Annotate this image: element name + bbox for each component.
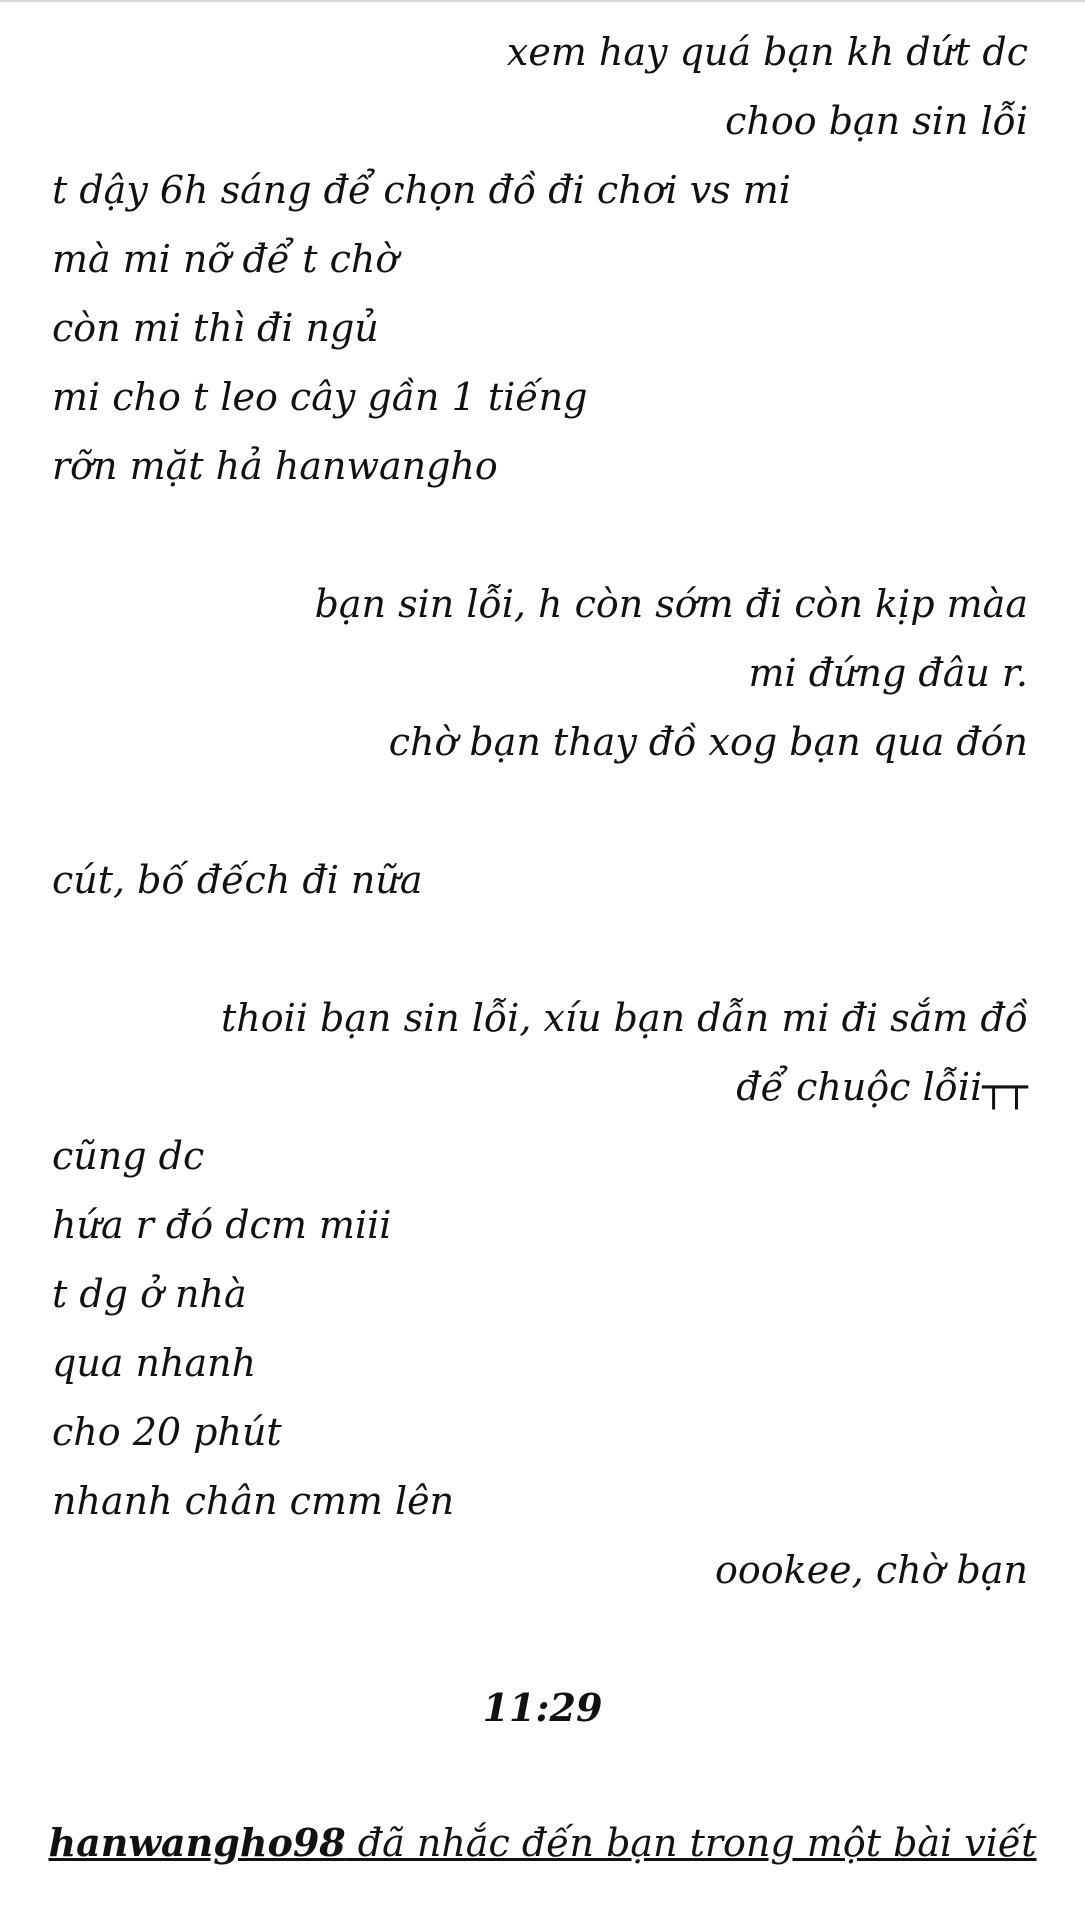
message-spacer	[52, 777, 1028, 846]
message-spacer	[52, 501, 1028, 570]
message-incoming: t dậy 6h sáng để chọn đồ đi chơi vs mi	[52, 168, 791, 212]
message-incoming: cũng dc	[52, 1134, 205, 1178]
message-incoming: cho 20 phút	[52, 1410, 282, 1454]
message-incoming: t dg ở nhà	[52, 1272, 247, 1316]
message-spacer	[52, 915, 1028, 984]
message-incoming: mi cho t leo cây gần 1 tiếng	[52, 375, 588, 419]
message-incoming: nhanh chân cmm lên	[52, 1479, 455, 1523]
message-incoming: mà mi nỡ để t chờ	[52, 237, 399, 281]
message-incoming: cút, bố đếch đi nữa	[52, 858, 423, 902]
message-incoming: qua nhanh	[52, 1341, 257, 1385]
message-incoming: rỡn mặt hả hanwangho	[52, 444, 498, 488]
mention-notification[interactable]	[0, 1815, 1085, 1871]
message-incoming: hứa r đó dcm miii	[52, 1203, 392, 1247]
message-incoming: còn mi thì đi ngủ	[52, 306, 379, 350]
message-outgoing: chờ bạn thay đồ xog bạn qua đón	[388, 720, 1028, 764]
top-divider	[0, 0, 1085, 2]
message-outgoing: choo bạn sin lỗi	[725, 99, 1028, 143]
message-outgoing: thoii bạn sin lỗi, xíu bạn dẫn mi đi sắm đồ	[221, 996, 1028, 1040]
notification-username[interactable]: hanwangho98	[48, 1820, 346, 1865]
chat-transcript	[52, 18, 1028, 1605]
message-outgoing: bạn sin lỗi, h còn sớm đi còn kịp màa	[314, 582, 1028, 626]
message-outgoing: oookee, chờ bạn	[715, 1548, 1028, 1592]
message-outgoing: để chuộc lỗii┬┬	[736, 1065, 1028, 1109]
timestamp: 11:29	[482, 1685, 603, 1730]
message-outgoing: mi đứng đâu r.	[748, 651, 1028, 695]
message-outgoing: xem hay quá bạn kh dứt dc	[506, 30, 1028, 74]
notification-text: đã nhắc đến bạn trong một bài viết	[345, 1821, 1037, 1865]
